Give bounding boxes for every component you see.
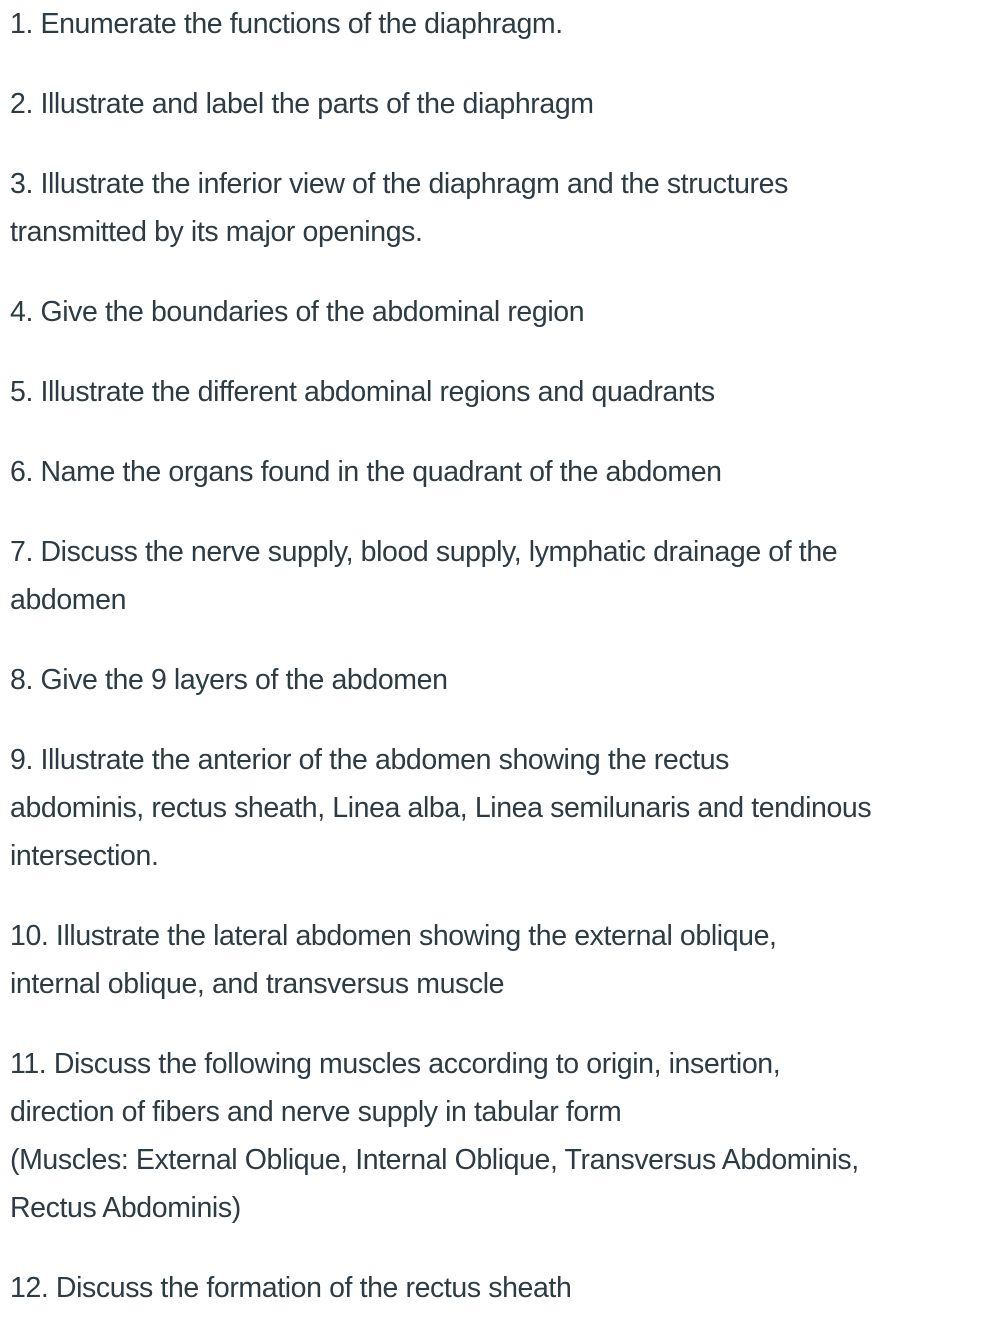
question-line: 11. Discuss the following muscles according to origin, insertion, xyxy=(10,1048,781,1080)
question-list xyxy=(10,0,990,1312)
question-line: intersection. xyxy=(10,840,159,872)
question-line: transmitted by its major openings. xyxy=(10,216,423,248)
question-line: 1. Enumerate the functions of the diaphragm. xyxy=(10,8,563,40)
question-1 xyxy=(10,0,990,48)
question-5 xyxy=(10,368,990,416)
question-line: 5. Illustrate the different abdominal regions and quadrants xyxy=(10,376,715,408)
question-line: 7. Discuss the nerve supply, blood supply, lymphatic drainage of the xyxy=(10,536,838,568)
question-line: direction of fibers and nerve supply in tabular form xyxy=(10,1096,622,1128)
question-line: Rectus Abdominis) xyxy=(10,1192,241,1224)
question-8 xyxy=(10,656,990,704)
question-10 xyxy=(10,912,990,1008)
question-line: 2. Illustrate and label the parts of the diaphragm xyxy=(10,88,594,120)
question-line: 4. Give the boundaries of the abdominal region xyxy=(10,296,585,328)
question-line: (Muscles: External Oblique, Internal Oblique, Transversus Abdominis, xyxy=(10,1144,859,1176)
question-line: abdomen xyxy=(10,584,127,616)
question-line: 6. Name the organs found in the quadrant of the abdomen xyxy=(10,456,722,488)
question-line: 3. Illustrate the inferior view of the diaphragm and the structures xyxy=(10,168,788,200)
question-7 xyxy=(10,528,990,624)
question-2 xyxy=(10,80,990,128)
question-9 xyxy=(10,736,990,880)
question-line: 10. Illustrate the lateral abdomen showing the external oblique, xyxy=(10,920,777,952)
question-line: 8. Give the 9 layers of the abdomen xyxy=(10,664,448,696)
question-11 xyxy=(10,1040,990,1232)
question-line: 12. Discuss the formation of the rectus sheath xyxy=(10,1272,572,1304)
question-6 xyxy=(10,448,990,496)
question-12 xyxy=(10,1264,990,1312)
question-line: 9. Illustrate the anterior of the abdomen showing the rectus xyxy=(10,744,730,776)
question-3 xyxy=(10,160,990,256)
question-4 xyxy=(10,288,990,336)
question-line: abdominis, rectus sheath, Linea alba, Linea semilunaris and tendinous xyxy=(10,792,872,824)
question-line: internal oblique, and transversus muscle xyxy=(10,968,505,1000)
